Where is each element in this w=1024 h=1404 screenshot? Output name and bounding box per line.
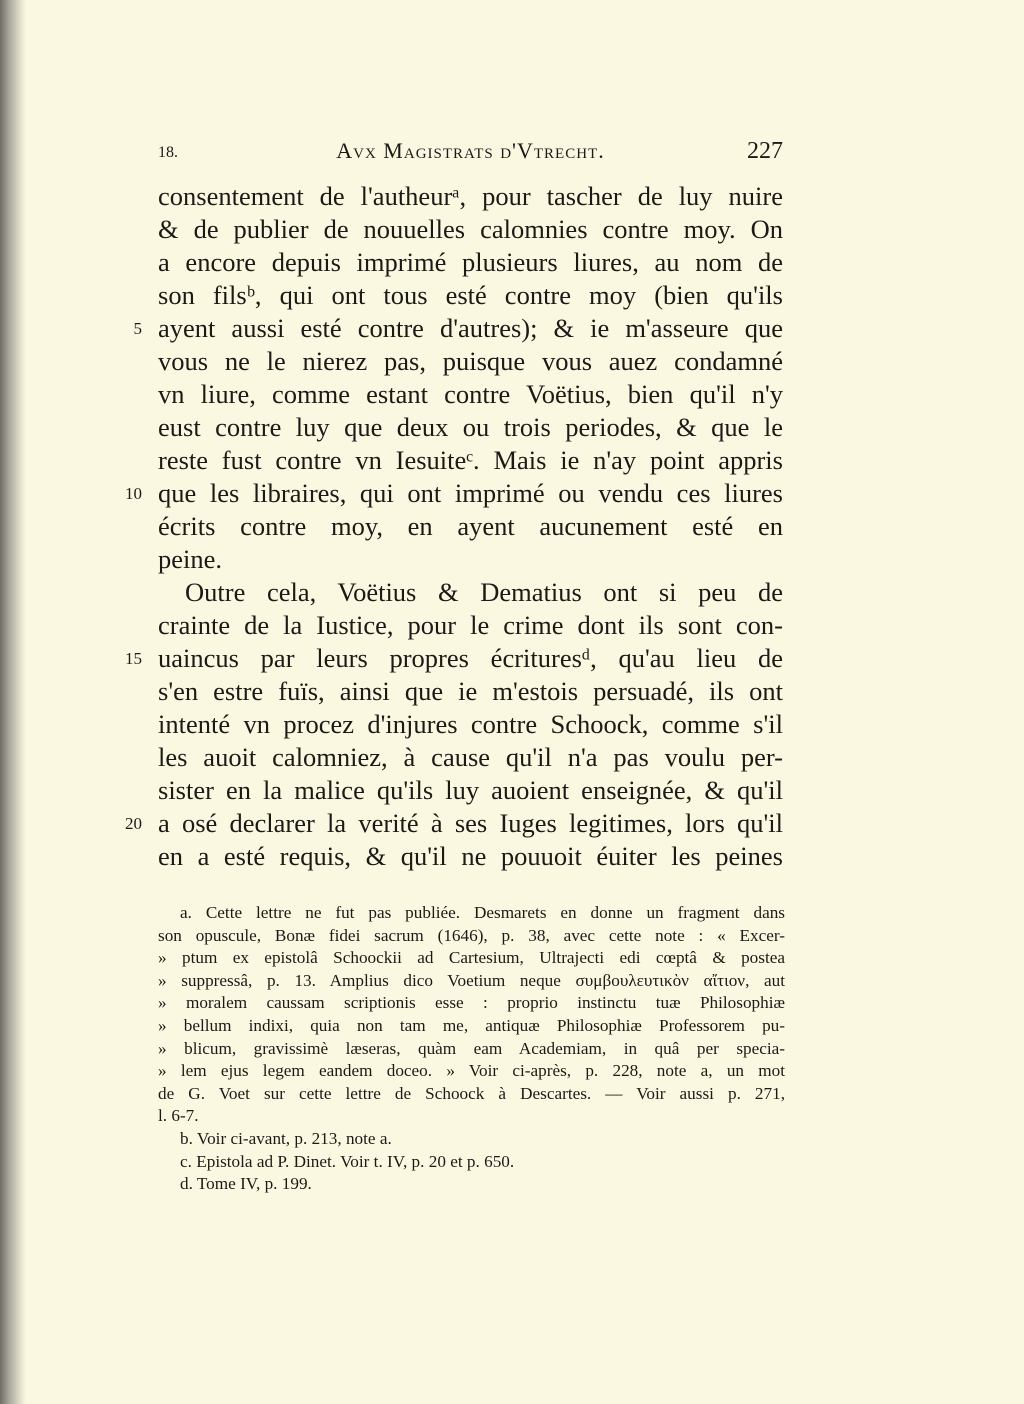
text-line	[158, 510, 783, 543]
footnotes	[158, 902, 785, 1196]
footnote-line: » moralem caussam scriptionis esse : proprio instinctu tuæ Philosophiæ	[158, 993, 785, 1013]
footnote-line: l. 6-7.	[158, 1106, 199, 1126]
line-text: s'en estre fuïs, ainsi que ie m'estois persuadé, ils ont	[158, 676, 783, 706]
text-line	[158, 609, 783, 642]
page-number: 227	[747, 138, 783, 164]
text-line	[125, 807, 783, 840]
line-number: 15	[125, 649, 142, 668]
line-text: consentement de l'autheurᵃ, pour tascher de luy nuire	[158, 181, 783, 211]
text-line	[158, 708, 783, 741]
text-line	[158, 840, 783, 873]
line-number: 20	[125, 814, 142, 833]
footnote-line: » bellum indixi, quia non tam me, antiquæ Philosophiæ Professorem pu-	[158, 1015, 785, 1035]
footnote-line: de G. Voet sur cette lettre de Schoock à Descartes. — Voir aussi p. 271,	[158, 1083, 785, 1103]
line-text: reste fust contre vn Iesuiteᶜ. Mais ie n'ay point appris	[158, 445, 783, 475]
text-line	[158, 774, 783, 807]
text-line	[158, 180, 783, 213]
footnote-line: a. Cette lettre ne fut pas publiée. Desmarets en donne un fragment dans	[180, 903, 785, 922]
line-text: a encore depuis imprimé plusieurs liures, au nom de	[158, 247, 783, 277]
line-text: a osé declarer la verité à ses Iuges legitimes, lors qu'il	[158, 808, 783, 838]
text-line	[158, 378, 783, 411]
line-text: peine.	[158, 544, 223, 574]
text-line	[158, 345, 783, 378]
line-text: que les libraires, qui ont imprimé ou vendu ces liures	[158, 478, 783, 508]
footnote-line: b. Voir ci-avant, p. 213, note a.	[180, 1128, 392, 1148]
line-text: vn liure, comme estant contre Voëtius, bien qu'il n'y	[158, 379, 783, 409]
line-text: les auoit calomniez, à cause qu'il n'a pas voulu per-	[158, 742, 783, 772]
footnote-line: » lem ejus legem eandem doceo. » Voir ci-après, p. 228, note a, un mot	[158, 1061, 785, 1081]
text-line	[158, 543, 783, 576]
text-line	[158, 279, 783, 312]
text-line	[158, 444, 783, 477]
line-text: & de publier de nouuelles calomnies contre moy. On	[158, 214, 783, 244]
running-header	[158, 138, 783, 168]
line-text: eust contre luy que deux ou trois periodes, & que le	[158, 412, 783, 442]
line-text: ayent aussi esté contre d'autres); & ie m'asseure que	[158, 313, 783, 343]
text-line	[125, 477, 783, 510]
text-line	[158, 411, 783, 444]
running-title: Avx Magistrats d'Vtrecht.	[336, 138, 605, 163]
footnote-line: c. Epistola ad P. Dinet. Voir t. IV, p. 20 et p. 650.	[180, 1151, 515, 1171]
text-line	[158, 246, 783, 279]
line-text: écrits contre moy, en ayent aucunement esté en	[158, 511, 783, 541]
line-text: intenté vn procez d'injures contre Schoock, comme s'il	[158, 709, 783, 739]
footnote-line: d. Tome IV, p. 199.	[180, 1174, 312, 1194]
line-text: Outre cela, Voëtius & Dematius ont si peu de	[185, 577, 783, 607]
line-number: 5	[133, 319, 142, 338]
line-text: en a esté requis, & qu'il ne pouuoit éuiter les peines	[158, 841, 783, 871]
footnote-line: son opuscule, Bonæ fidei sacrum (1646), p. 38, avec cette note : « Excer-	[158, 925, 785, 945]
footnote-line: » blicum, gravissimè læseras, quàm eam Academiam, in quâ per specia-	[158, 1038, 785, 1058]
text-line	[158, 741, 783, 774]
text-line	[133, 312, 783, 345]
line-text: vous ne le nierez pas, puisque vous auez condamné	[158, 346, 783, 376]
footnote-line: » suppressâ, p. 13. Amplius dico Voetium neque συμβουλευτικὸν αἴτιον, aut	[158, 970, 785, 990]
line-text: sister en la malice qu'ils luy auoient enseignée, & qu'il	[158, 775, 783, 805]
text-line	[125, 642, 783, 675]
book-spine-shadow	[0, 0, 26, 1404]
line-text: son filsᵇ, qui ont tous esté contre moy (bien qu'ils	[158, 280, 783, 310]
section-number: 18.	[158, 144, 178, 161]
footnote-line: » ptum ex epistolâ Schoockii ad Cartesium, Ultrajecti edi cœptâ & postea	[158, 948, 785, 968]
text-line	[158, 675, 783, 708]
main-text	[125, 180, 783, 873]
line-text: uaincus par leurs propres écrituresᵈ, qu'au lieu de	[158, 643, 783, 673]
text-line	[158, 213, 783, 246]
text-line	[158, 576, 783, 609]
line-number: 10	[125, 484, 142, 503]
line-text: crainte de la Iustice, pour le crime dont ils sont con-	[158, 610, 783, 640]
